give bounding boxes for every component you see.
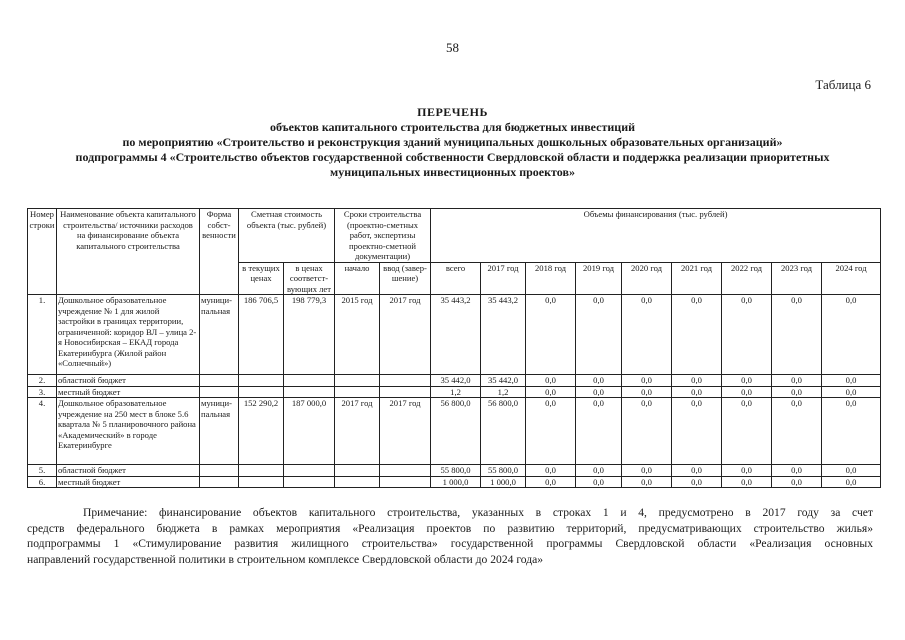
header-2017: 2017 год — [481, 262, 526, 295]
cell-start — [335, 476, 380, 488]
cell-2021: 0,0 — [672, 295, 722, 375]
cell-ownership — [200, 386, 239, 398]
cell-2020: 0,0 — [622, 465, 672, 477]
header-2019: 2019 год — [576, 262, 622, 295]
cell-2021: 0,0 — [672, 398, 722, 465]
cell-2022: 0,0 — [722, 375, 772, 387]
header-2023: 2023 год — [772, 262, 822, 295]
cell-2023: 0,0 — [772, 465, 822, 477]
cell-cost-year: 198 779,3 — [284, 295, 335, 375]
cell-2021: 0,0 — [672, 386, 722, 398]
cell-2021: 0,0 — [672, 375, 722, 387]
cell-2023: 0,0 — [772, 398, 822, 465]
table-row — [28, 398, 881, 465]
cell-2019: 0,0 — [576, 386, 622, 398]
header-object-name: Наименование объекта капитального строительства/ источники расходов на финансирование объекта капитального строительства — [57, 209, 200, 295]
cell-2021: 0,0 — [672, 476, 722, 488]
cell-2022: 0,0 — [722, 465, 772, 477]
cell-2023: 0,0 — [772, 375, 822, 387]
header-end: ввод (завер-шение) — [380, 262, 431, 295]
cell-2024: 0,0 — [822, 295, 881, 375]
header-funding-volumes: Объемы финансирования (тыс. рублей) — [431, 209, 881, 263]
cell-2017: 35 443,2 — [481, 295, 526, 375]
cell-row-number: 1. — [28, 295, 57, 375]
cell-object-name: местный бюджет — [57, 476, 200, 488]
cell-2024: 0,0 — [822, 476, 881, 488]
title-line-3: по мероприятию «Строительство и реконструкция зданий муниципальных дошкольных образовательных организаций» — [122, 135, 783, 149]
table-label: Таблица 6 — [815, 77, 871, 92]
header-2022: 2022 год — [722, 262, 772, 295]
cell-object-name: областной бюджет — [57, 375, 200, 387]
cell-total: 1,2 — [431, 386, 481, 398]
page-number: 58 — [446, 40, 459, 55]
cell-cost-year — [284, 375, 335, 387]
header-2024: 2024 год — [822, 262, 881, 295]
footnote-line: Примечание: финансирование объектов капитального строительства, указанных в строках 1 и 4, предусмотрено в 2017 году за счет — [83, 506, 873, 519]
cell-2024: 0,0 — [822, 386, 881, 398]
cell-cost-current — [239, 465, 284, 477]
cell-object-name: Дошкольное образовательное учреждение на 250 мест в блоке 5.6 квартала № 5 планировочного района «Академический» в городе Екатеринбурге — [57, 398, 200, 465]
title-line-2: объектов капитального строительства для бюджетных инвестиций — [269, 120, 636, 134]
cell-start: 2017 год — [335, 398, 380, 465]
table-row — [28, 465, 881, 477]
cell-row-number: 4. — [28, 398, 57, 465]
title-line-5: муниципальных инвестиционных проектов» — [330, 165, 575, 179]
cell-total: 35 442,0 — [431, 375, 481, 387]
cell-start: 2015 год — [335, 295, 380, 375]
header-2021: 2021 год — [672, 262, 722, 295]
cell-start — [335, 375, 380, 387]
cell-2019: 0,0 — [576, 295, 622, 375]
header-2018: 2018 год — [526, 262, 576, 295]
cell-2022: 0,0 — [722, 476, 772, 488]
cell-cost-current — [239, 386, 284, 398]
header-estimated-cost: Сметная стоимость объекта (тыс. рублей) — [239, 209, 335, 263]
cell-ownership: муници-пальная — [200, 398, 239, 465]
title-line-1: ПЕРЕЧЕНЬ — [417, 105, 488, 119]
cell-end: 2017 год — [380, 295, 431, 375]
cell-2018: 0,0 — [526, 386, 576, 398]
cell-2020: 0,0 — [622, 295, 672, 375]
cell-2017: 56 800,0 — [481, 398, 526, 465]
cell-2017: 1 000,0 — [481, 476, 526, 488]
cell-row-number: 2. — [28, 375, 57, 387]
cell-row-number: 6. — [28, 476, 57, 488]
cell-2018: 0,0 — [526, 398, 576, 465]
header-cost-current-prices: в текущих ценах — [239, 262, 284, 295]
footnote-line: направлений государственной политики в строительном комплексе Свердловской области до 2024 года» — [27, 552, 544, 566]
cell-object-name: областной бюджет — [57, 465, 200, 477]
cell-total: 55 800,0 — [431, 465, 481, 477]
cell-2019: 0,0 — [576, 465, 622, 477]
cell-2024: 0,0 — [822, 398, 881, 465]
cell-2017: 1,2 — [481, 386, 526, 398]
cell-cost-current — [239, 375, 284, 387]
cell-2019: 0,0 — [576, 398, 622, 465]
header-row-number: Номер строки — [28, 209, 57, 295]
cell-2018: 0,0 — [526, 295, 576, 375]
cell-end — [380, 375, 431, 387]
cell-start — [335, 386, 380, 398]
header-cost-year-prices: в ценах соответст-вующих лет — [284, 262, 335, 295]
footnote-line: подпрограммы 1 «Стимулирование развития жилищного строительства» государственной программы Свердловской области «Реализация основных — [27, 537, 873, 550]
cell-2023: 0,0 — [772, 295, 822, 375]
header-construction-terms: Сроки строительства (проектно-сметных работ, экспертизы проектно-сметной документации) — [335, 209, 431, 263]
investment-objects-table — [27, 208, 881, 488]
cell-2020: 0,0 — [622, 386, 672, 398]
cell-cost-current: 152 290,2 — [239, 398, 284, 465]
cell-2020: 0,0 — [622, 375, 672, 387]
cell-2023: 0,0 — [772, 476, 822, 488]
cell-row-number: 5. — [28, 465, 57, 477]
cell-2020: 0,0 — [622, 476, 672, 488]
cell-end — [380, 476, 431, 488]
cell-2019: 0,0 — [576, 375, 622, 387]
table-row — [28, 295, 881, 375]
cell-2017: 35 442,0 — [481, 375, 526, 387]
cell-2021: 0,0 — [672, 465, 722, 477]
header-total: всего — [431, 262, 481, 295]
cell-row-number: 3. — [28, 386, 57, 398]
cell-2018: 0,0 — [526, 465, 576, 477]
cell-end — [380, 386, 431, 398]
cell-2023: 0,0 — [772, 386, 822, 398]
cell-object-name: Дошкольное образовательное учреждение № 1 для жилой застройки в границах территории, ограниченной: коридор ВЛ – улица 2-я Новосибирская – ЕКАД города Екатеринбурга (Жилой район «Солнечный») — [57, 295, 200, 375]
cell-2017: 55 800,0 — [481, 465, 526, 477]
cell-2019: 0,0 — [576, 476, 622, 488]
cell-2024: 0,0 — [822, 465, 881, 477]
cell-total: 1 000,0 — [431, 476, 481, 488]
cell-2022: 0,0 — [722, 386, 772, 398]
footnote — [27, 505, 873, 567]
cell-total: 35 443,2 — [431, 295, 481, 375]
cell-cost-year — [284, 386, 335, 398]
cell-2022: 0,0 — [722, 398, 772, 465]
cell-end: 2017 год — [380, 398, 431, 465]
cell-total: 56 800,0 — [431, 398, 481, 465]
cell-cost-year — [284, 465, 335, 477]
header-2020: 2020 год — [622, 262, 672, 295]
cell-2018: 0,0 — [526, 375, 576, 387]
table-row — [28, 476, 881, 488]
cell-2024: 0,0 — [822, 375, 881, 387]
cell-ownership — [200, 476, 239, 488]
table-row — [28, 386, 881, 398]
cell-cost-year — [284, 476, 335, 488]
table-row — [28, 375, 881, 387]
cell-2022: 0,0 — [722, 295, 772, 375]
cell-ownership — [200, 465, 239, 477]
header-start: начало — [335, 262, 380, 295]
cell-2020: 0,0 — [622, 398, 672, 465]
cell-object-name: местный бюджет — [57, 386, 200, 398]
cell-start — [335, 465, 380, 477]
cell-ownership: муници-пальная — [200, 295, 239, 375]
cell-2018: 0,0 — [526, 476, 576, 488]
header-ownership: Форма собст-венности — [200, 209, 239, 295]
cell-cost-current — [239, 476, 284, 488]
cell-ownership — [200, 375, 239, 387]
cell-cost-current: 186 706,5 — [239, 295, 284, 375]
footnote-line: средств федерального бюджета в рамках мероприятия «Реализация проектов по развитию территорий, предусматривающих строительство жилья» — [27, 521, 873, 535]
cell-end — [380, 465, 431, 477]
cell-cost-year: 187 000,0 — [284, 398, 335, 465]
document-title — [20, 105, 885, 180]
title-line-4: подпрограммы 4 «Строительство объектов государственной собственности Свердловской области и поддержка реализации приоритетных — [75, 150, 830, 164]
